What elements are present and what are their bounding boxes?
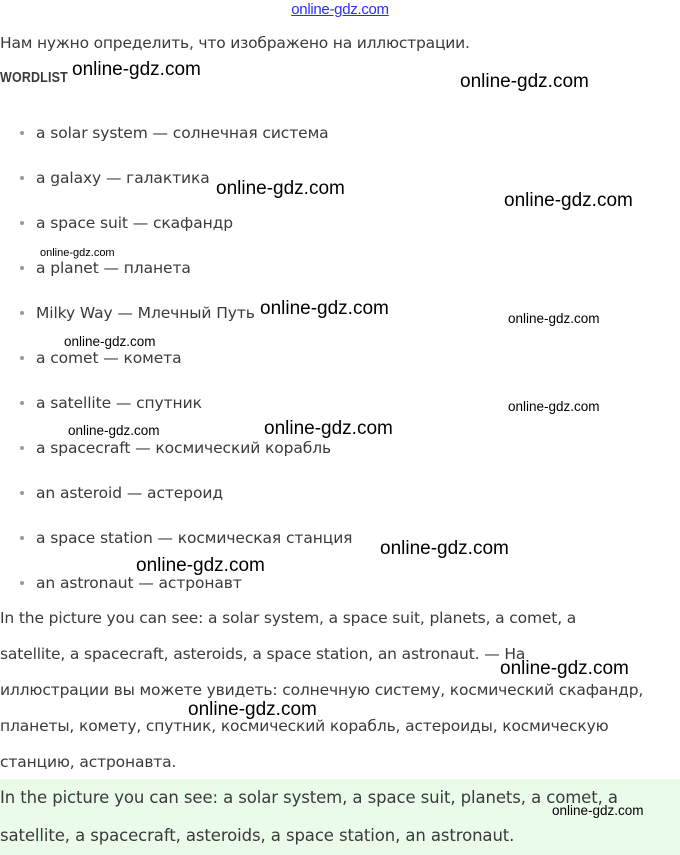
wordlist-item <box>20 347 182 369</box>
wordlist-item-text: a space station — космическая станция <box>36 529 353 547</box>
paragraph-line: планеты, комету, спутник, космический корабль, астероиды, космическую <box>0 717 609 735</box>
answer-line: satellite, a spacecraft, asteroids, a space station, an astronaut. <box>0 826 515 845</box>
wordlist-item-text: an asteroid — астероид <box>36 484 223 502</box>
paragraph-line: satellite, a spacecraft, asteroids, a space station, an astronaut. — На <box>0 645 526 663</box>
watermark: online-gdz.com <box>460 71 589 92</box>
bullet-icon <box>20 491 24 495</box>
watermark: online-gdz.com <box>380 538 509 559</box>
intro-text: Нам нужно определить, что изображено на иллюстрации. <box>0 34 470 52</box>
wordlist-item-text: Milky Way — Млечный Путь <box>36 304 255 322</box>
bullet-icon <box>20 311 24 315</box>
paragraph-line: In the picture you can see: a solar system, a space suit, planets, a comet, a <box>0 609 577 627</box>
bullet-icon <box>20 131 24 135</box>
wordlist-item <box>20 257 191 279</box>
wordlist-item-text: an astronaut — астронавт <box>36 574 242 592</box>
watermark: online-gdz.com <box>64 334 156 349</box>
wordlist-item <box>20 302 255 324</box>
wordlist-heading: WORDLIST <box>0 70 68 86</box>
wordlist-item-text: a satellite — спутник <box>36 394 202 412</box>
watermark: online-gdz.com <box>216 178 345 199</box>
watermark: online-gdz.com <box>188 699 317 720</box>
answer-paragraph <box>0 600 680 780</box>
wordlist-item <box>20 122 329 144</box>
bullet-icon <box>20 356 24 360</box>
wordlist-item-text: a solar system — солнечная система <box>36 124 329 142</box>
answer-line: In the picture you can see: a solar system, a space suit, planets, a comet, a <box>0 788 618 807</box>
wordlist-item-text: a planet — планета <box>36 259 191 277</box>
wordlist-item <box>20 437 331 459</box>
watermark: online-gdz.com <box>552 803 644 818</box>
watermark: online-gdz.com <box>136 555 265 576</box>
watermark: online-gdz.com <box>40 247 115 259</box>
wordlist-item <box>20 167 210 189</box>
wordlist-item <box>20 527 352 549</box>
bullet-icon <box>20 176 24 180</box>
watermark: online-gdz.com <box>264 418 393 439</box>
bullet-icon <box>20 536 24 540</box>
watermark: online-gdz.com <box>508 311 600 326</box>
bullet-icon <box>20 401 24 405</box>
wordlist-item-text: a space suit — скафандр <box>36 214 233 232</box>
bullet-icon <box>20 266 24 270</box>
header-site-link[interactable]: online-gdz.com <box>291 1 389 18</box>
wordlist-item-text: a spacecraft — космический корабль <box>36 439 332 457</box>
paragraph-line: иллюстрации вы можете увидеть: солнечную систему, космический скафандр, <box>0 681 644 699</box>
wordlist-item-text: a galaxy — галактика <box>36 169 210 187</box>
wordlist-item <box>20 212 233 234</box>
bullet-icon <box>20 446 24 450</box>
bullet-icon <box>20 221 24 225</box>
watermark: online-gdz.com <box>68 423 160 438</box>
wordlist-item <box>20 392 202 414</box>
watermark: online-gdz.com <box>504 190 633 211</box>
wordlist-item <box>20 482 223 504</box>
watermark: online-gdz.com <box>72 59 201 80</box>
wordlist-item-text: a comet — комета <box>36 349 182 367</box>
watermark: online-gdz.com <box>260 298 389 319</box>
watermark: online-gdz.com <box>508 399 600 414</box>
watermark: online-gdz.com <box>500 658 629 679</box>
bullet-icon <box>20 581 24 585</box>
paragraph-line: станцию, астронавта. <box>0 753 177 771</box>
